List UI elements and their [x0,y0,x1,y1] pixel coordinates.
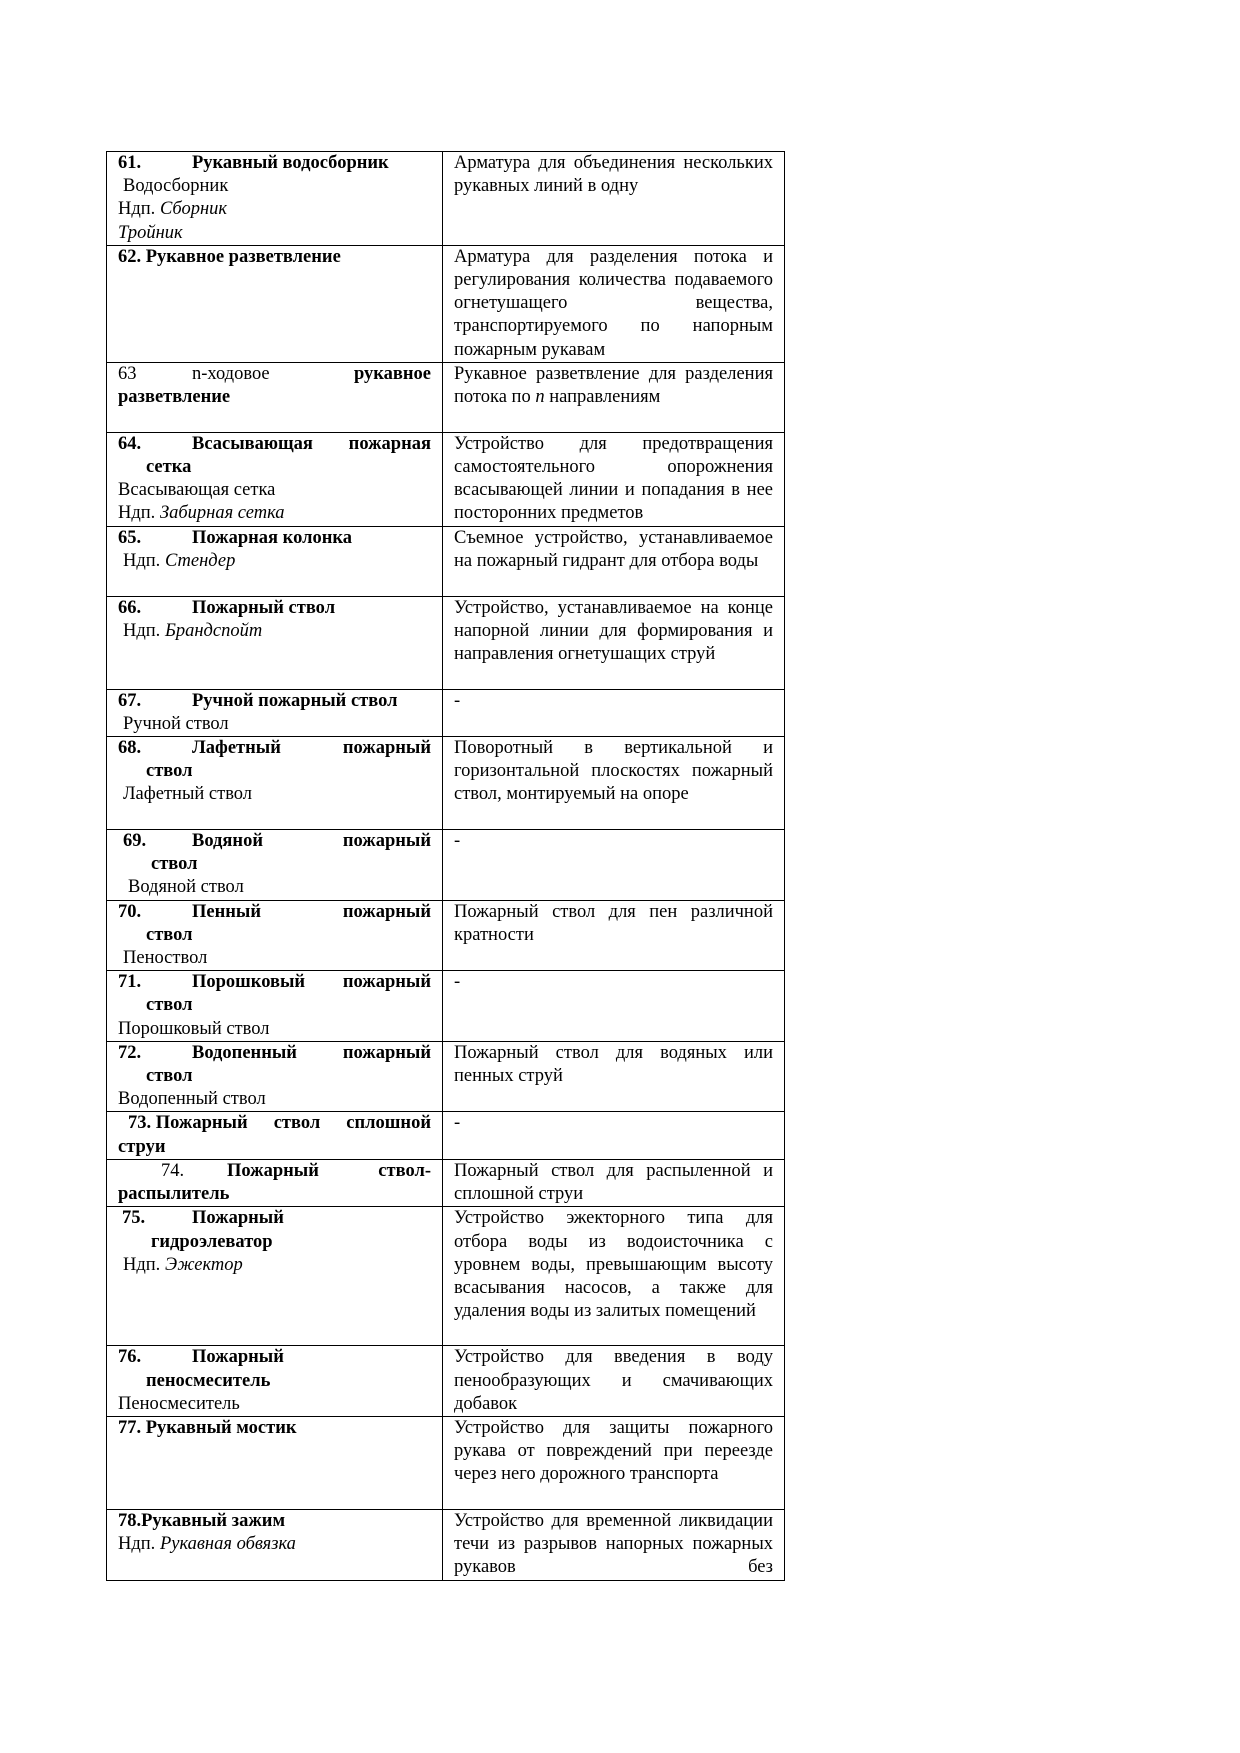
definition-cell: Устройство, устанавливаемое на конце напорной линии для формирования и направления огнетушащих струй [443,596,785,689]
table-row [107,596,785,689]
term-number: 71. [118,972,142,993]
term-title: Пожарный ствол- [227,1160,431,1181]
term-title: Водопенный пожарный [192,1042,431,1063]
synonym: Ндп. Стендер [123,550,236,571]
terms-table [106,151,785,1581]
term-title-cont: ствол [146,995,193,1016]
term-title-cont: ствол [146,924,193,945]
term-number: 72. [118,1042,142,1063]
synonym: Тройник [118,222,183,243]
term-cell [107,830,443,901]
term-number: 70. [118,901,142,922]
term-title-cont: распылитель [118,1184,230,1205]
term-number: 78. [118,1510,142,1531]
term-title: Порошковый пожарный [192,972,431,993]
term-title: рукавное [353,363,431,384]
synonym: Порошковый ствол [118,1018,270,1039]
table-row [107,526,785,596]
term-cell [107,245,443,362]
term-title-cont: разветвление [118,387,231,408]
table-row [107,971,785,1042]
term-title-cont: пеносмеситель [146,1370,271,1391]
term-cell [107,362,443,432]
synonym: Ндп. Эжектор [123,1254,243,1275]
term-number: 63 [118,363,137,384]
definition-cell: - [443,830,785,901]
term-cell [107,1041,443,1112]
term-number: 67. [118,690,142,711]
term-number: 66. [118,597,142,618]
term-number: 68. [118,738,142,759]
definition-cell: Рукавное разветвление для разделения потока по n направлениям [443,362,785,432]
table-row [107,689,785,736]
term-title: Рукавный водосборник [192,153,389,173]
term-number: 64. [118,433,142,454]
term-title: Пожарный ствол [192,597,336,618]
definition-cell: Устройство эжекторного типа для отбора воды из водоисточника с уровнем воды, превышающим высоту всасывания насосов, а также для удаления воды из залитых помещений [443,1207,785,1346]
term-number: 62. [118,246,142,267]
term-cell [107,971,443,1042]
term-title: Водяной пожарный [192,831,431,852]
term-title: Рукавное разветвление [145,246,341,267]
term-cell [107,1207,443,1346]
synonym: Ндп. Забирная сетка [118,503,285,524]
table-row [107,1416,785,1509]
synonym: Всасывающая сетка [118,480,276,501]
term-cell [107,1346,443,1417]
term-title: Пенный пожарный [192,901,431,922]
term-number: 73. [128,1113,152,1134]
definition-cell: - [443,971,785,1042]
term-cell [107,689,443,736]
term-number: 74. [161,1160,185,1181]
term-title-cont: струи [118,1136,166,1157]
definition-cell: Съемное устройство, устанавливаемое на пожарный гидрант для отбора воды [443,526,785,596]
definition-cell: Поворотный в вертикальной и горизонтальной плоскостях пожарный ствол, монтируемый на опоре [443,737,785,830]
synonym: Ндп. Брандспойт [123,620,263,641]
synonym: Ндп. Сборник [118,199,228,220]
table-row [107,737,785,830]
term-number: 61. [118,153,142,173]
table-row [107,245,785,362]
definition-cell: Пожарный ствол для пен различной кратности [443,900,785,971]
definition-cell: - [443,689,785,736]
term-cell [107,526,443,596]
table-row [107,1159,785,1206]
term-title: Пожарный ствол сплошной [155,1113,431,1134]
definition-cell: Пожарный ствол для распыленной и сплошной струи [443,1159,785,1206]
term-title-cont: ствол [146,1066,193,1087]
table-row [107,362,785,432]
term-cell [107,1159,443,1206]
definition-cell: Пожарный ствол для водяных или пенных струй [443,1041,785,1112]
term-cell [107,737,443,830]
term-title-cont: ствол [151,854,198,875]
term-title: Лафетный пожарный [192,738,431,759]
term-cell [107,1416,443,1509]
definition-cell: Устройство для введения в воду пенообразующих и смачивающих добавок [443,1346,785,1417]
table-row [107,1346,785,1417]
table-row [107,1041,785,1112]
term-cell [107,432,443,526]
table-row [107,152,785,246]
table-row [107,830,785,901]
definition-cell: Устройство для предотвращения самостоятельного опорожнения всасывающей линии и попадания в нее посторонних предметов [443,432,785,526]
term-title: Рукавный мостик [145,1417,297,1438]
definition-cell: Устройство для временной ликвидации течи из разрывов напорных пожарных рукавов без [443,1509,785,1580]
term-number: 69. [123,831,147,852]
term-number: 65. [118,527,142,548]
synonym: Водопенный ствол [118,1089,266,1110]
synonym: Водосборник [123,176,229,197]
definition-cell: Устройство для защиты пожарного рукава от повреждений при переезде через него дорожного транспорта [443,1416,785,1509]
definition-cell: Арматура для разделения потока и регулирования количества подаваемого огнетушащего вещества, транспортируемого по напорным пожарным рукавам [443,245,785,362]
term-title: Пожарный [192,1208,284,1229]
term-title-cont: ствол [146,761,193,782]
synonym: Водяной ствол [128,877,244,898]
table-row [107,432,785,526]
synonym: Пеносмеситель [118,1393,240,1414]
table-row [107,1112,785,1159]
term-title: Пожарный [192,1347,284,1368]
term-cell [107,152,443,246]
synonym: Ндп. Рукавная обвязка [118,1534,296,1555]
term-title-cont: сетка [146,457,192,478]
table-row [107,1207,785,1346]
term-number: 76. [118,1347,142,1368]
term-title: Рукавный зажим [141,1510,286,1531]
term-title: Ручной пожарный ствол [192,690,398,711]
term-prefix: n-ходовое [192,363,270,384]
term-title-cont: гидроэлеватор [151,1231,273,1252]
synonym: Ручной ствол [123,713,229,734]
table-row [107,1509,785,1580]
term-title: Пожарная колонка [192,527,353,548]
term-cell [107,1112,443,1159]
term-cell [107,1509,443,1580]
definition-cell: Арматура для объединения нескольких рукавных линий в одну [443,152,785,246]
definition-cell: - [443,1112,785,1159]
term-title: Всасывающая пожарная [192,433,431,454]
table-row [107,900,785,971]
synonym: Пеноствол [123,948,208,969]
term-number: 77. [118,1417,142,1438]
synonym: Лафетный ствол [123,784,253,805]
term-cell [107,596,443,689]
term-number: 75. [122,1208,146,1229]
term-cell [107,900,443,971]
